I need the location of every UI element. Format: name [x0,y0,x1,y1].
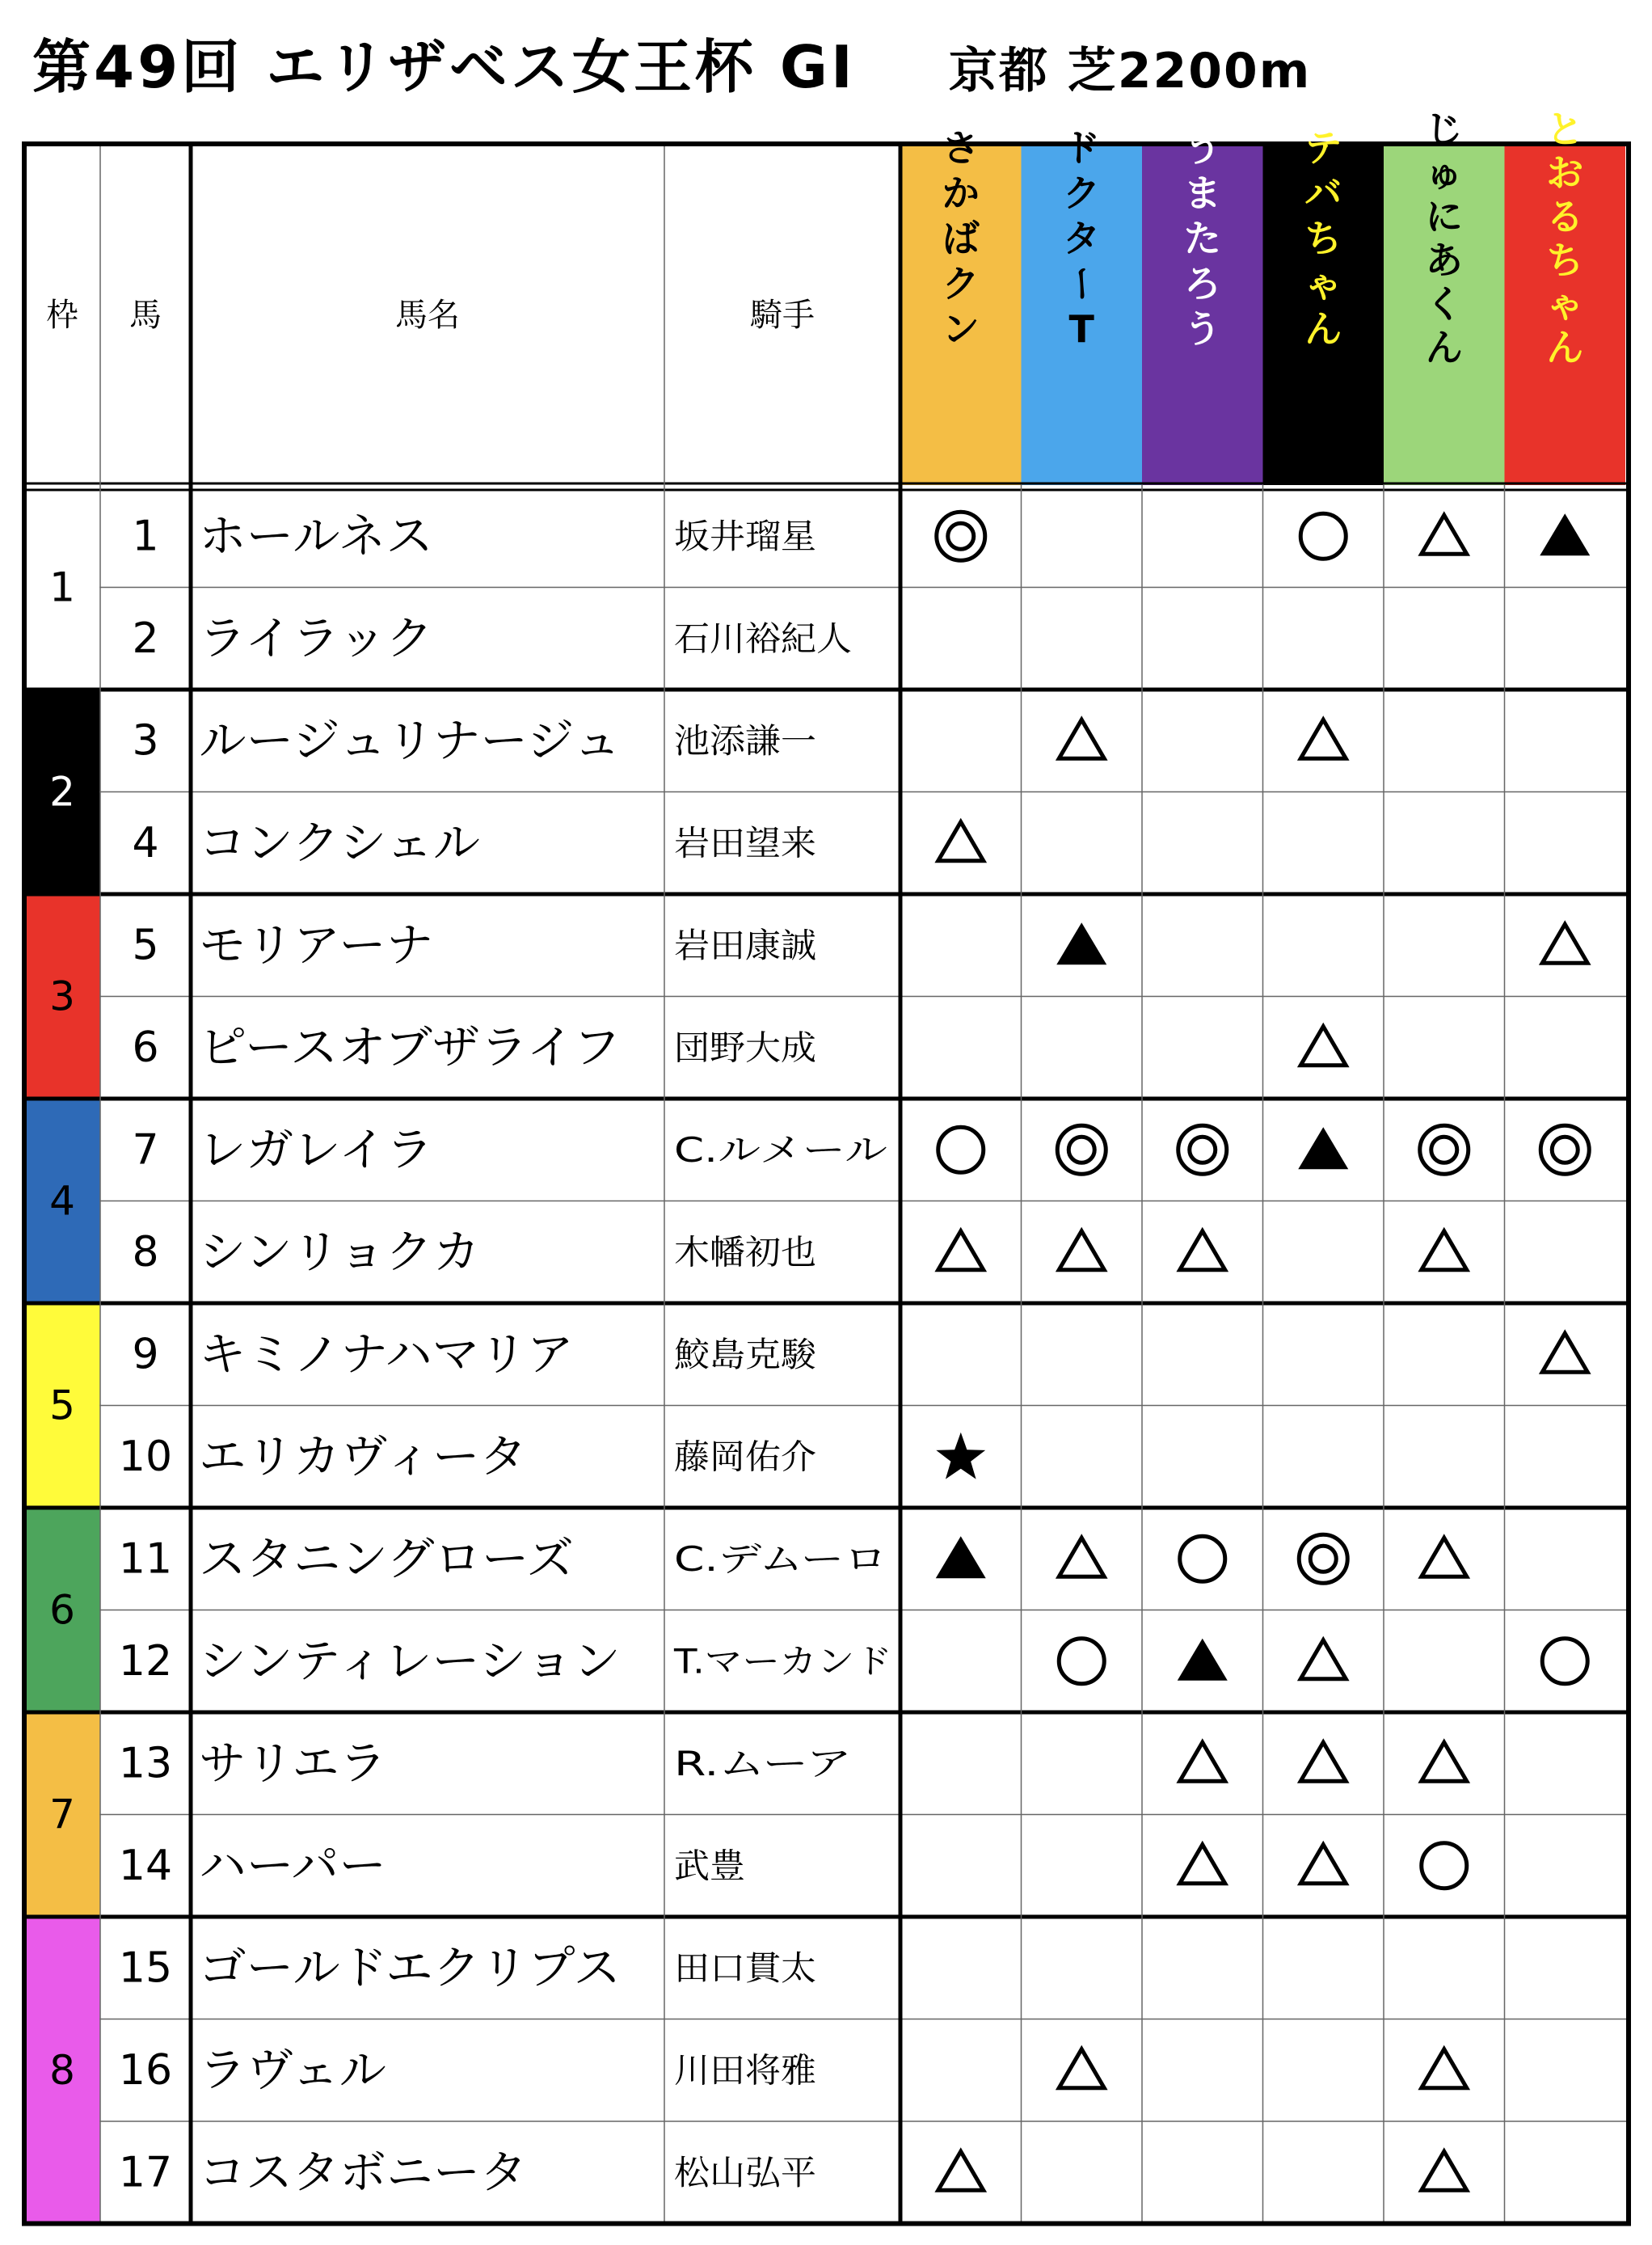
double-circle-mark [1420,1125,1469,1174]
double-circle-mark-inner [948,523,974,549]
jockey-name: 川田将雅 [674,2050,816,2091]
filled-triangle-mark [1540,513,1590,555]
triangle-mark [1422,1231,1467,1270]
predictor-name-char: と [1546,108,1584,151]
predictor-name-char: ゃ [1546,282,1584,326]
predictor-name-char: に [1425,195,1463,238]
triangle-mark [1180,1231,1225,1270]
jockey-name: R.ムーア [674,1743,852,1783]
double-circle-mark-inner [1310,1546,1336,1572]
triangle-mark [1542,1333,1587,1372]
predictor-name-char: ん [1546,326,1584,369]
triangle-mark [1300,1640,1346,1679]
jockey-name: 田口貫太 [674,1947,816,1988]
horse-name: モリアーナ [199,918,433,973]
header-horse-number: 馬 [129,297,162,334]
horse-number: 1 [132,512,159,561]
triangle-mark [1542,924,1587,963]
triangle-mark [1422,1742,1467,1781]
waku-number: 4 [49,1177,75,1225]
predictor-name-char: さ [942,126,980,170]
jockey-name: 坂井瑠星 [674,516,816,556]
jockey-name: T.マーカンド [672,1641,892,1682]
triangle-mark [938,2151,984,2190]
predictor-name-char: ち [1304,217,1342,260]
horse-number: 6 [132,1023,159,1072]
double-circle-mark [1178,1125,1227,1174]
triangle-mark [1300,719,1346,758]
horse-number: 9 [132,1330,159,1379]
predictor-name-char: ド [1063,126,1101,170]
predictor-name-char: ン [942,307,980,351]
horse-name: ホールネス [199,509,433,563]
waku-number: 8 [49,2046,75,2094]
horse-number: 11 [118,1534,173,1584]
horse-name: エリカヴィータ [199,1429,527,1483]
horse-number: 8 [132,1227,159,1277]
jockey-name: 石川裕紀人 [674,618,852,659]
predictor-name-char: バ [1304,171,1342,215]
triangle-mark [1059,1538,1104,1576]
horse-number: 17 [118,2148,173,2197]
predictor-name-char: た [1183,217,1221,260]
predictor-name-char: ま [1183,171,1221,215]
predictor-name-char: タ [1063,217,1101,260]
horse-number: 12 [118,1636,173,1686]
triangle-mark [1300,1845,1346,1884]
predictor-name-char: ん [1304,307,1342,351]
race-venue: 京都 芝2200m [948,43,1312,99]
horse-number: 16 [118,2045,173,2095]
predictor-name-char: ゅ [1425,151,1463,195]
predictor-name-char: テ [1304,126,1342,170]
waku-number: 2 [49,768,75,816]
horse-number: 14 [118,1841,173,1890]
predictor-name-char: お [1546,151,1584,195]
triangle-mark [938,1231,984,1270]
predictor-name-char: ク [1063,171,1101,215]
filled-triangle-mark [1298,1127,1348,1169]
filled-triangle-mark [1056,922,1106,964]
horse-name: ピースオブザライフ [199,1020,621,1074]
filled-triangle-mark [1178,1639,1228,1681]
double-circle-mark-inner [1068,1137,1094,1163]
double-circle-mark [1540,1125,1589,1174]
jockey-name: C.デムーロ [674,1538,887,1579]
jockey-name: 木幡初也 [674,1232,816,1272]
triangle-mark [1059,1231,1104,1270]
predictor-name-char: う [1183,126,1221,170]
jockey-name: 岩田康誠 [674,925,816,965]
horse-number: 13 [118,1739,173,1788]
horse-number: 4 [132,818,159,867]
predictor-name-char: ば [942,217,980,260]
double-circle-mark [1057,1125,1106,1174]
predictor-name-char: ん [1425,326,1463,369]
horse-name: コンクシェル [199,816,480,870]
horse-name: ゴールドエクリプス [199,1941,621,1995]
double-circle-mark [1299,1534,1347,1583]
triangle-mark [1180,1845,1225,1884]
triangle-mark [1300,1027,1346,1066]
filled-triangle-mark [936,1536,986,1578]
predictor-name-char: ろ [1183,262,1221,306]
predictor-name-char: う [1183,307,1221,351]
double-circle-mark-inner [1552,1137,1578,1163]
race-title: 第49回 エリザベス女王杯 GⅠ [32,33,856,101]
jockey-name: 池添謙一 [674,720,816,761]
triangle-mark [1059,719,1104,758]
double-circle-mark-inner [1431,1137,1457,1163]
jockey-name: 武豊 [674,1846,745,1886]
horse-name: レガレイラ [199,1123,433,1177]
jockey-name: 団野大成 [674,1028,816,1068]
horse-name: ラヴェル [199,2043,386,2097]
horse-number: 7 [132,1125,159,1175]
horse-name: シンリョクカ [199,1225,480,1279]
predictor-name-char: ー [1060,265,1104,302]
circle-mark [1059,1639,1104,1684]
waku-number: 6 [49,1586,75,1634]
horse-name: キミノナハマリア [199,1327,574,1382]
predictor-name-char: あ [1425,238,1463,282]
star-mark [936,1433,985,1479]
triangle-mark [1422,2151,1467,2190]
header-horse-name: 馬名 [395,297,460,334]
waku-number: 7 [49,1791,75,1838]
jockey-name: 松山弘平 [674,2152,816,2192]
header-jockey: 騎手 [750,297,815,334]
predictor-name-char: ち [1546,238,1584,282]
circle-mark [1300,513,1346,559]
waku-number: 1 [49,563,75,611]
horse-name: コスタボニータ [199,2146,527,2200]
double-circle-mark [937,512,985,560]
circle-mark [1422,1843,1467,1888]
jockey-name: 藤岡佑介 [674,1437,816,1477]
horse-number: 5 [132,921,159,970]
triangle-mark [938,822,984,861]
triangle-mark [1422,2049,1467,2088]
horse-name: ハーパー [199,1838,386,1893]
triangle-mark [1059,2049,1104,2088]
triangle-mark [1422,1538,1467,1576]
horse-number: 15 [118,1943,173,1993]
header-waku: 枠 [46,297,78,334]
jockey-name: 岩田望来 [674,823,816,863]
horse-name: ライラック [199,611,433,665]
waku-number: 5 [49,1382,75,1429]
double-circle-mark-inner [1190,1137,1216,1163]
predictor-name-char: か [942,171,980,215]
horse-name: シンティレーション [199,1634,621,1688]
predictor-name-char: る [1546,195,1584,238]
horse-number: 3 [132,716,159,766]
triangle-mark [1300,1742,1346,1781]
horse-name: ルージュリナージュ [199,714,621,768]
horse-name: スタニングローズ [199,1532,574,1586]
horse-name: サリエラ [199,1736,386,1791]
predictor-name-char: ゃ [1304,262,1342,306]
horse-number: 2 [132,614,159,663]
jockey-name: 鮫島克駿 [674,1334,818,1374]
triangle-mark [1180,1742,1225,1781]
triangle-mark [1422,515,1467,554]
predictor-name-char: じ [1425,108,1463,151]
jockey-name: C.ルメール [674,1129,887,1170]
circle-mark [1542,1639,1587,1684]
predictor-name-char: く [1425,282,1463,326]
predictor-name-char: T [1068,307,1094,351]
circle-mark [1180,1536,1225,1581]
horse-number: 10 [118,1432,173,1481]
waku-number: 3 [49,973,75,1020]
circle-mark [938,1127,984,1172]
predictor-name-char: ク [942,262,980,306]
